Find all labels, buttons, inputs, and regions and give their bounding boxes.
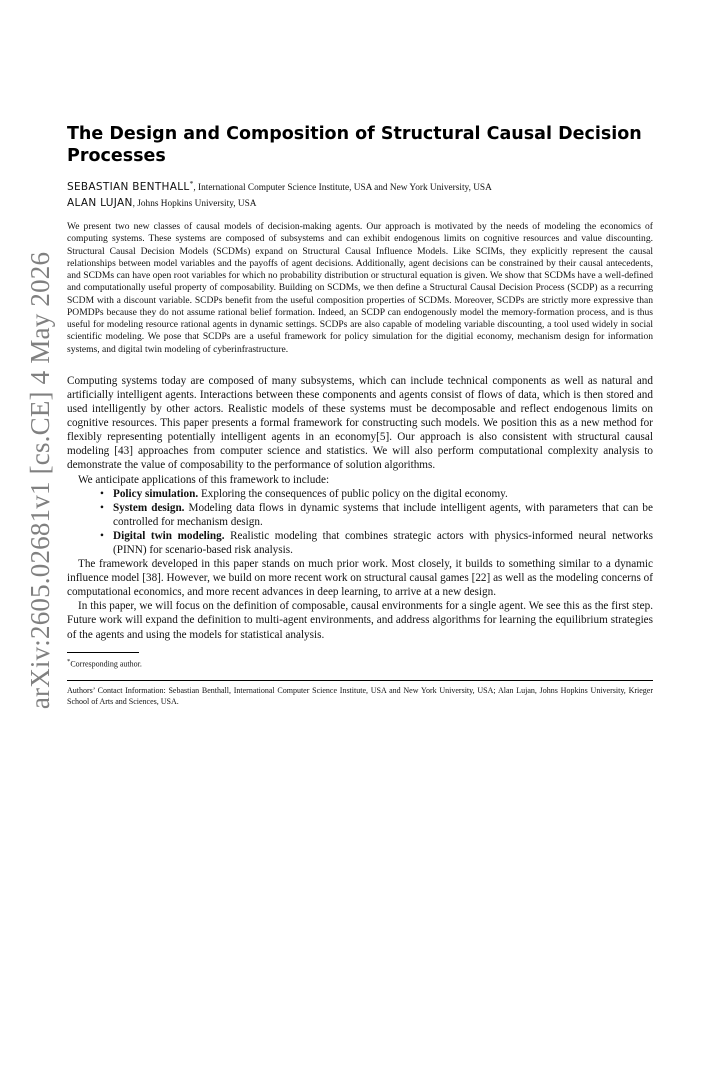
author-footnote-mark: *: [189, 179, 194, 188]
list-item-text: Realistic modeling that combines strategic actors with physics-informed neural networks (PINN) for scenario-based risk analysis.: [113, 529, 653, 556]
author-name: SEBASTIAN BENTHALL: [67, 181, 190, 194]
list-item: [67, 501, 653, 529]
footnote-mark: *: [67, 657, 71, 665]
body-paragraph: Computing systems today are composed of many subsystems, which can include technical components as well as natural and artificially intelligent agents. Interactions between these components and agents consist of flows of data, which is then stored and used intelligently by other actors. Realistic models of these systems must be decomposable and reflect endogenous limits on cognitive resources. This paper presents a formal framework for constructing such models. We position this as a new method for flexibly representing potentially intelligent agents in an economy[5]. Our approach is also consistent with structural causal modeling [43] approaches from computer science and statistics. We will also perform computational complexity analysis to demonstrate the value of composability to the performance of solution algorithms.: [67, 374, 653, 472]
list-item-term: Digital twin modeling.: [113, 529, 225, 542]
list-item: [67, 529, 653, 557]
author-affiliation: , Johns Hopkins University, USA: [132, 199, 257, 210]
author-line: [67, 176, 653, 196]
bullet-icon: •: [100, 487, 104, 500]
arxiv-id-text: arXiv:2605.02681v1 [cs.CE] 4 May 2026: [25, 251, 56, 709]
footnote-divider: [67, 652, 139, 653]
author-name: ALAN LUJAN: [67, 197, 133, 210]
contact-divider: [67, 680, 653, 681]
body-paragraph: The framework developed in this paper stands on much prior work. Most closely, it builds to something similar to a dynamic influence model [38]. However, we build on more recent work on structural causal games [22] as well as the modeling concerns of computational economics, and more recent advances in deep learning, to arrive at a new design.: [67, 558, 653, 599]
list-item-term: System design.: [113, 501, 185, 514]
footnote-text: Corresponding author.: [70, 659, 142, 669]
bullet-icon: •: [100, 501, 104, 514]
list-item-term: Policy simulation.: [113, 487, 199, 500]
author-block: [67, 176, 653, 212]
footnote: [67, 657, 653, 670]
body-paragraph: We anticipate applications of this framework to include:: [78, 473, 330, 486]
bullet-icon: •: [100, 529, 104, 542]
list-item-text: Exploring the consequences of public policy on the digital economy.: [198, 487, 508, 500]
paper-page: [67, 123, 653, 707]
application-list: [67, 487, 653, 557]
contact-information: Authors’ Contact Information: Sebastian Benthall, International Computer Science Institute, USA and New York University, USA; Alan Lujan, Johns Hopkins University, Krieger School of Arts and Sciences, USA.: [67, 686, 653, 706]
body-paragraph: In this paper, we will focus on the definition of composable, causal environments for a single agent. We see this as the first step. Future work will expand the definition to multi-agent environments, and address algorithms for learning the equilibrium strategies of the agents and using the models for statistical analysis.: [67, 600, 653, 641]
paper-title: The Design and Composition of Structural Causal Decision Processes: [67, 124, 642, 166]
introduction-section: [67, 374, 653, 642]
list-item: [67, 487, 653, 501]
author-line: [67, 196, 653, 212]
abstract: We present two new classes of causal models of decision-making agents. Our approach is motivated by the needs of modeling the economics of computing systems. These systems are composed of subsystems and can exhibit endogenous limits on cognitive resources and value discounting. Structural Causal Decision Models (SCDMs) expand on Structural Causal Influence Models. Like SCIMs, they explicitly represent the causal relationships between model variables and the payoffs of agent decisions. Additionally, agent decisions can be constrained by their causal antecedents, and SCDMs can have open root variables for which no probability distribution or structural equation is given. We show that SCDMs have a well-defined and computationally useful property of composability. Building on SCDMs, we then define a Structural Causal Decision Process (SCDP) as a recurring SCDM with a discount variable. SCDPs benefit from the useful composition properties of SCDMs. Moreover, SCDPs are strictly more expressive than POMDPs because they do not assume rational belief formation. Indeed, an SCDP can endogenously model the memory-formation process, and is thus useful for modeling resource rational agents in dynamic settings. SCDPs are also capable of modeling variable discounting, a tool used widely in social scientific modeling. We pose that SCDPs are a useful framework for policy simulation for the digitial economy, mechanism design for information systems, and digital twin modeling of cyberinfrastructure.: [67, 221, 653, 355]
arxiv-identifier-stamp: [16, 251, 66, 709]
list-item-text: Modeling data flows in dynamic systems that include intelligent agents, with parameters that can be controlled for mechanism design.: [113, 501, 653, 528]
author-affiliation: , International Computer Science Institute, USA and New York University, USA: [193, 183, 492, 194]
